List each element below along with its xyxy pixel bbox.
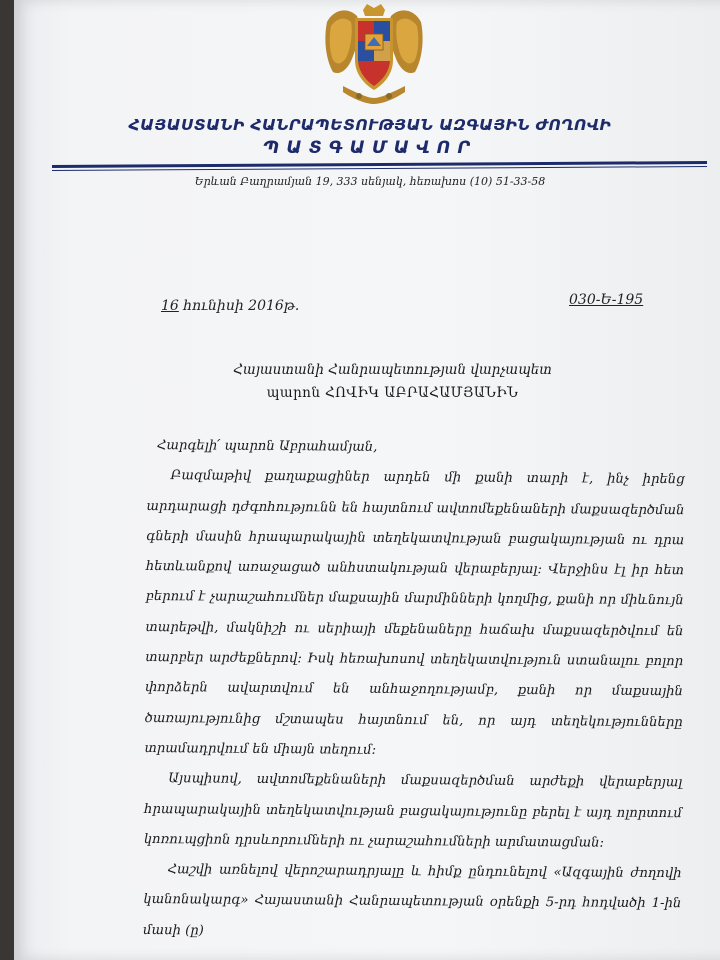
reference-number: 030-Ե-195 bbox=[569, 292, 644, 308]
letter-page bbox=[14, 0, 720, 960]
paragraph-3: Հաշվի առնելով վերոշարադրյալը և հիմք ընդունելով «Ազգային ժողովի կանոնակարգ» Հայաստանի Հանրապետության օրենքի 5-րդ հոդվածի 1-ին մասի (ը) bbox=[143, 862, 682, 939]
organization-title: ՀԱՅԱՍՏԱՆԻ ՀԱՆՐԱՊԵՏՈՒԹՅԱՆ ԱԶԳԱՅԻՆ ԺՈՂՈՎԻ bbox=[128, 116, 612, 134]
armenian-coat-of-arms-emblem bbox=[319, 2, 429, 107]
letter-body bbox=[143, 431, 685, 950]
greeting: Հարգելի՛ պարոն Աբրահամյան, bbox=[156, 438, 378, 455]
paragraph-1: Բազմաթիվ քաղաքացիներ արդեն մի քանի տարի է, ինչ իրենց արդարացի դժգոհությունն են հայտնում ավտոմեքենաների մաքսազերծման գների մասին հրապարակային տեղեկատվության բացակայության ու դրա հետևանքով առաջացած անհստակության վերաբերյալ: Վերջինս էլ իր հետ բերում է չարաշահումներ մաքսային մարմինների կողմից, քանի որ միևնույն տարեթվի, մակնիշի ու սերիայի մեքենաները հաճախ մաքսազերծվում են տարբեր արժեքներով: Իսկ հեռախոսով տեղեկատվություն ստանալու բոլոր փորձերն ավարտվում են անհաջողությամբ, քանի որ մաքսային ծառայությունից մշտապես հայտնում են, որ այդ տեղեկությունները տրամադրվում են միայն տեղում: bbox=[144, 468, 685, 758]
date-month-year: հունիսի 2016թ. bbox=[178, 298, 300, 314]
recipient-title: Հայաստանի Հանրապետության վարչապետ bbox=[233, 362, 552, 378]
recipient-name: պարոն ՀՈՎԻԿ ԱԲՐԱՀԱՄՅԱՆԻՆ bbox=[266, 385, 519, 401]
office-address: Երևան Բաղրամյան 19, 333 սենյակ, հեռախոս (10) 51-33-58 bbox=[194, 175, 546, 188]
letter-date bbox=[161, 298, 299, 314]
date-day: 16 bbox=[161, 298, 179, 314]
organization-subtitle: ՊԱՏԳԱՄԱՎՈՐ bbox=[263, 138, 477, 158]
paragraph-2: Այսպիսով, ավտոմեքենաների մաքսազերծման արժեքի վերաբերյալ հրապարակային տեղեկատվության բացակայությունը բերել է այդ ոլորտում կոռուպցիոն դրսևորումների ու չարաշահումների արմատացման: bbox=[143, 771, 683, 851]
